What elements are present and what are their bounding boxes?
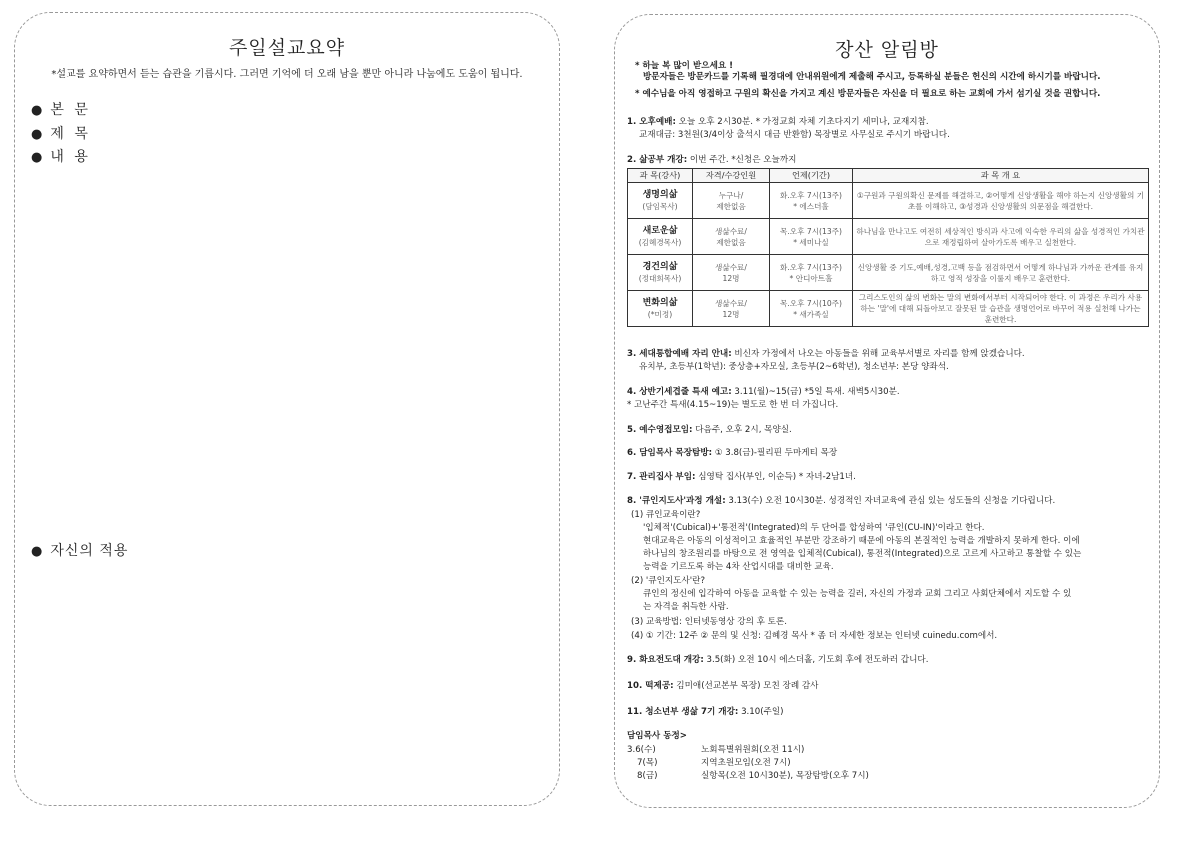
notice-9: 9. 화요전도대 개강: 3.5(화) 오전 10시 에스더홀, 기도회 후에 전도하러 갑니다. xyxy=(627,655,929,665)
overview-cell: 하나님을 만나고도 여전히 세상적인 방식과 사고에 익숙한 우리의 삶을 성경적인 가치관으로 재정립하여 살아가도록 배우고 실천한다. xyxy=(853,219,1149,255)
section-title: ● 제 목 xyxy=(31,126,91,142)
sermon-summary-title: 주일설교요약 xyxy=(228,37,346,59)
qualification-cell: 생삶수료/ 12명 xyxy=(693,291,770,327)
header-qualification: 자격/수강인원 xyxy=(693,169,770,183)
notice-8-q1c: 하나님의 창조원리를 바탕으로 전 영역을 입체적(Cubical), 통전적(Integrated)으로 고르게 사고하고 통찰할 수 있는 xyxy=(643,549,1082,559)
schedule-item: 8(금) 실항목(오전 10시30분), 목장탐방(오후 7시) xyxy=(637,771,869,781)
when-cell: 목.오후 7시(10주) * 새가족실 xyxy=(770,291,853,327)
course-name-cell: 새로운삶 (김혜경목사) xyxy=(628,219,693,255)
sermon-summary-note: *설교를 요약하면서 듣는 습관을 기릅시다. 그러면 기억에 더 오래 남을 뿐만 아니라 나눔에도 도움이 됩니다. xyxy=(51,69,523,80)
section-content: ● 내 용 xyxy=(31,149,91,165)
section-scripture: ● 본 문 xyxy=(31,102,91,118)
notice-11: 11. 청소년부 생삶 7기 개강: 3.10(주일) xyxy=(627,707,784,717)
table-row xyxy=(628,183,1149,219)
notice-4-sub: * 고난주간 특새(4.15~19)는 별도로 한 번 더 가집니다. xyxy=(627,400,839,410)
welcome-line: * 하늘 복 많이 받으세요 ! xyxy=(635,61,734,71)
when-cell: 화.오후 7시(13주) * 에스더홀 xyxy=(770,183,853,219)
course-name-cell: 생명의삶 (담임목사) xyxy=(628,183,693,219)
table-row xyxy=(628,219,1149,255)
notice-8-q2a: 큐인의 정신에 입각하여 아동을 교육할 수 있는 능력을 길러, 자신의 가정과 교회 그리고 사회단체에서 지도할 수 있 xyxy=(643,589,1072,599)
notice-10: 10. 떡제공: 김미애(선교본부 목장) 모친 장례 감사 xyxy=(627,681,819,691)
notice-1-sub: 교재대금: 3천원(3/4이상 출석시 대금 반환함) 목장별로 사무실로 주시기 바랍니다. xyxy=(639,130,950,140)
course-name-cell: 변화의삶 (*미정) xyxy=(628,291,693,327)
header-course: 과 목(강사) xyxy=(628,169,693,183)
notice-8-q1a: '입체적'(Cubical)+'통전적'(Integrated)의 두 단어를 합성하여 '큐인(CU-IN)'이라고 한다. xyxy=(643,523,985,533)
bullet-icon: ● xyxy=(31,103,43,118)
notice-3: 3. 세대통합예배 자리 안내: 비신자 가정에서 나오는 아동들을 위해 교육부서별로 자리를 함께 앉겠습니다. xyxy=(627,349,1025,359)
bullet-icon: ● xyxy=(31,127,43,142)
course-table xyxy=(627,168,1149,327)
notice-8-q1: (1) 큐인교육이란? xyxy=(631,510,701,520)
notice-7: 7. 관리집사 부임: 심영탁 집사(부인, 이순득) * 자녀-2남1녀. xyxy=(627,472,856,482)
course-table-header xyxy=(628,169,1149,183)
notice-8-q2b: 는 자격을 취득한 사람. xyxy=(643,602,729,612)
notice-2: 2. 삶공부 개강: 이번 주간. *신청은 오늘까지 xyxy=(627,155,797,165)
overview-cell: 그리스도인의 삶의 변화는 말의 변화에서부터 시작되어야 한다. 이 과정은 우리가 사용하는 '말'에 대해 되돌아보고 잘못된 말 습관을 생명언어로 바꾸어 적용 실천해 나가는 훈련한다. xyxy=(853,291,1149,327)
notice-3-sub: 유치부, 초등부(1학년): 중상층+자모실, 초등부(2~6학년), 청소년부: 본당 양좌석. xyxy=(639,362,949,372)
notice-8-q3: (3) 교육방법: 인터넷동영상 강의 후 토론. xyxy=(631,617,787,627)
overview-cell: 신앙생활 중 기도,예배,성경,고백 등을 점검하면서 어떻게 하나님과 가까운 관계를 유지하고 영적 성장을 이룰지 배우고 훈련한다. xyxy=(853,255,1149,291)
notice-8: 8. '큐인지도사'과정 개설: 3.13(수) 오전 10시30분. 성경적인 자녀교육에 관심 있는 성도들의 신청을 기다립니다. xyxy=(627,496,1056,506)
table-row xyxy=(628,291,1149,327)
qualification-cell: 누구나/ 제한없음 xyxy=(693,183,770,219)
visitor-note: 방문자들은 방문카드를 기록해 필경대에 안내위원에게 제출해 주시고, 등록하실 분들은 헌신의 시간에 하시기를 바랍니다. xyxy=(643,72,1101,82)
table-row xyxy=(628,255,1149,291)
qualification-cell: 생삶수료/ 12명 xyxy=(693,255,770,291)
bullet-icon: ● xyxy=(31,544,43,559)
announcements-title: 장산 알림방 xyxy=(835,39,939,61)
schedule-item: 7(목) 지역초원모임(오전 7시) xyxy=(637,758,791,768)
when-cell: 목.오후 7시(13주) * 세미나실 xyxy=(770,219,853,255)
bullet-icon: ● xyxy=(31,150,43,165)
overview-cell: ①구원과 구원의확신 문제를 해결하고, ②어떻게 신앙생활을 해야 하는지 신앙생활의 기초를 이해하고, ③성경과 신앙생활의 의문점을 해결한다. xyxy=(853,183,1149,219)
header-overview: 과 목 개 요 xyxy=(853,169,1149,183)
notice-8-q2: (2) '큐인지도사'란? xyxy=(631,576,706,586)
notice-8-q1d: 능력을 기르도록 하는 4차 산업시대를 대비한 교육. xyxy=(643,562,834,572)
schedule-title: 담임목사 동정> xyxy=(627,731,688,741)
notice-8-q1b: 현대교육은 아동의 이성적이고 효율적인 부분만 강조하기 때문에 아동의 본질적인 능력을 개발하지 못하게 한다. 이에 xyxy=(643,536,1080,546)
notice-4: 4. 상반기세겹줄 특새 예고: 3.11(월)~15(금) *5일 특새. 새벽5시30분. xyxy=(627,387,900,397)
header-when: 언제(기간) xyxy=(770,169,853,183)
announcements-panel xyxy=(614,14,1160,808)
schedule-item: 3.6(수) 노회특별위원회(오전 11시) xyxy=(627,745,805,755)
notice-8-q4: (4) ① 기간: 12주 ② 문의 및 신청: 김혜경 목사 * 좀 더 자세한 정보는 인터넷 cuinedu.com에서. xyxy=(631,631,998,641)
notice-1: 1. 오후예배: 오늘 오후 2시30분. * 가정교회 자체 기초다지기 세미나, 교재지참. xyxy=(627,117,929,127)
section-application: ● 자신의 적용 xyxy=(31,543,129,559)
notice-5: 5. 예수영접모임: 다음주, 오후 2시, 목양실. xyxy=(627,425,792,435)
notice-6: 6. 담임목사 목장탐방: ① 3.8(금)-필리핀 두마게티 목장 xyxy=(627,448,838,458)
sermon-summary-panel xyxy=(14,12,560,806)
when-cell: 화.오후 7시(13주) * 안디아트홀 xyxy=(770,255,853,291)
course-name-cell: 경건의삶 (정대희목사) xyxy=(628,255,693,291)
qualification-cell: 생삶수료/ 제한없음 xyxy=(693,219,770,255)
visitor-recommend: * 예수님을 아직 영접하고 구원의 확신을 가지고 계신 방문자들은 자신을 더 필요로 하는 교회에 가서 섬기실 것을 권합니다. xyxy=(635,89,1101,99)
